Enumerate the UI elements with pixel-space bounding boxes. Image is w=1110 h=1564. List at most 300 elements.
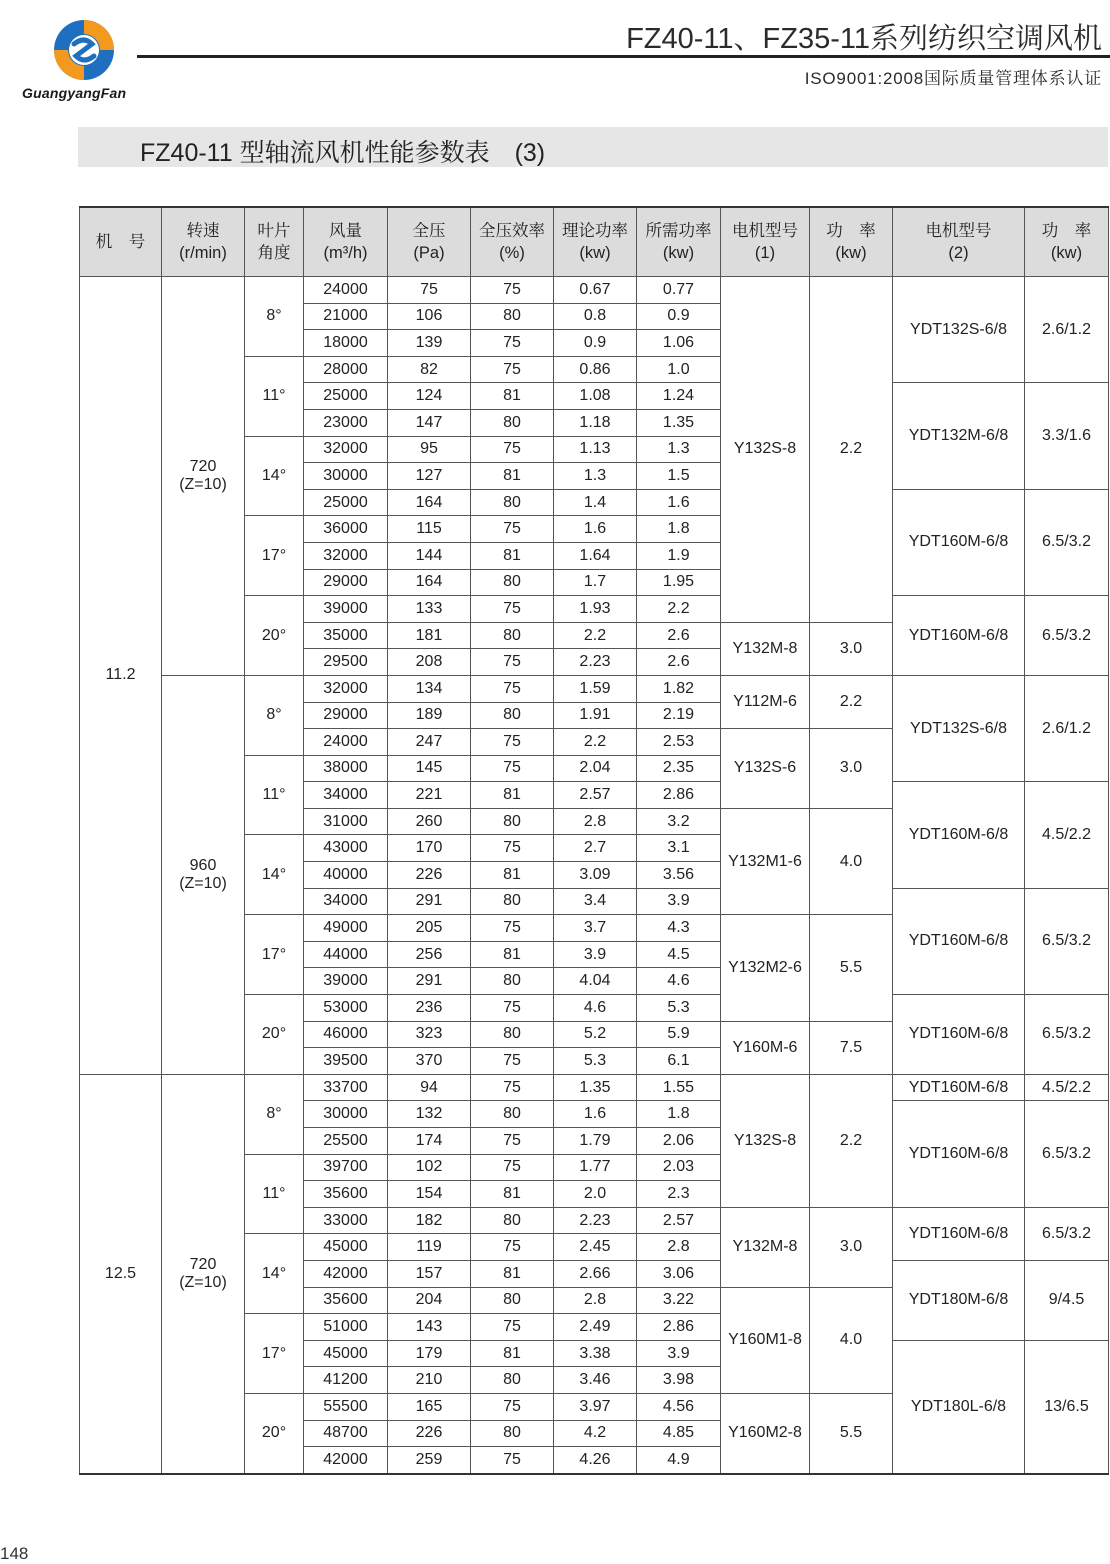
motor2-power-cell: 2.6/1.2 <box>1025 277 1109 383</box>
pressure-cell: 94 <box>388 1074 471 1101</box>
column-header-label: 电机型号 <box>925 222 992 240</box>
airflow-cell: 43000 <box>304 835 388 862</box>
motor1-model-cell: Y132M-8 <box>721 1207 810 1287</box>
theory-power-cell: 4.04 <box>554 968 637 995</box>
motor2-power-cell: 6.5/3.2 <box>1025 888 1109 994</box>
required-power-cell: 2.8 <box>637 1234 721 1261</box>
pressure-cell: 127 <box>388 463 471 490</box>
motor1-model-cell: Y160M-6 <box>721 1021 810 1074</box>
airflow-cell: 24000 <box>304 729 388 756</box>
blade-angle-cell: 11° <box>245 755 304 835</box>
theory-power-cell: 2.0 <box>554 1181 637 1208</box>
efficiency-cell: 75 <box>471 729 554 756</box>
pressure-cell: 205 <box>388 915 471 942</box>
efficiency-cell: 75 <box>471 356 554 383</box>
pressure-cell: 221 <box>388 782 471 809</box>
airflow-cell: 36000 <box>304 516 388 543</box>
table-row <box>80 675 1109 702</box>
pressure-cell: 164 <box>388 569 471 596</box>
airflow-cell: 21000 <box>304 303 388 330</box>
required-power-cell: 1.24 <box>637 383 721 410</box>
airflow-cell: 55500 <box>304 1393 388 1420</box>
pressure-cell: 291 <box>388 968 471 995</box>
theory-power-cell: 1.35 <box>554 1074 637 1101</box>
column-header <box>893 207 1025 277</box>
required-power-cell: 1.95 <box>637 569 721 596</box>
machine-no-cell: 12.5 <box>80 1074 162 1473</box>
airflow-cell: 31000 <box>304 808 388 835</box>
pressure-cell: 236 <box>388 995 471 1022</box>
efficiency-cell: 80 <box>471 888 554 915</box>
motor1-power-cell: 2.2 <box>810 277 893 623</box>
required-power-cell: 1.3 <box>637 436 721 463</box>
pressure-cell: 256 <box>388 941 471 968</box>
required-power-cell: 2.3 <box>637 1181 721 1208</box>
efficiency-cell: 80 <box>471 1420 554 1447</box>
column-header <box>1025 207 1109 277</box>
column-header-unit: (2) <box>948 244 969 262</box>
column-header <box>80 207 162 277</box>
required-power-cell: 5.9 <box>637 1021 721 1048</box>
blade-angle-cell: 20° <box>245 995 304 1075</box>
motor2-power-cell: 2.6/1.2 <box>1025 675 1109 781</box>
motor1-power-cell: 2.2 <box>810 675 893 728</box>
airflow-cell: 29000 <box>304 569 388 596</box>
motor2-power-cell: 6.5/3.2 <box>1025 489 1109 595</box>
column-header-label: 风量 <box>329 222 362 240</box>
column-header-label: 功 率 <box>826 222 876 240</box>
column-header-label: 功 率 <box>1041 222 1092 240</box>
motor1-power-cell: 3.0 <box>810 729 893 809</box>
required-power-cell: 4.56 <box>637 1393 721 1420</box>
pressure-cell: 95 <box>388 436 471 463</box>
column-header-unit: (kw) <box>662 244 695 262</box>
logo-wordmark: GuangyangFan <box>22 85 127 101</box>
theory-power-cell: 3.38 <box>554 1340 637 1367</box>
required-power-cell: 3.56 <box>637 862 721 889</box>
airflow-cell: 34000 <box>304 888 388 915</box>
column-header-label: 叶片 <box>257 222 291 240</box>
motor1-power-cell: 2.2 <box>810 1074 893 1207</box>
required-power-cell: 1.06 <box>637 330 721 357</box>
airflow-cell: 25000 <box>304 489 388 516</box>
required-power-cell: 4.85 <box>637 1420 721 1447</box>
efficiency-cell: 81 <box>471 1260 554 1287</box>
pressure-cell: 154 <box>388 1181 471 1208</box>
theory-power-cell: 2.49 <box>554 1314 637 1341</box>
motor2-power-cell: 4.5/2.2 <box>1025 1074 1109 1101</box>
blade-angle-cell: 11° <box>245 1154 304 1234</box>
efficiency-cell: 75 <box>471 1154 554 1181</box>
efficiency-cell: 75 <box>471 277 554 304</box>
pressure-cell: 259 <box>388 1447 471 1474</box>
column-header <box>471 207 554 277</box>
motor2-model-cell: YDT160M-6/8 <box>893 596 1025 676</box>
theory-power-cell: 5.3 <box>554 1048 637 1075</box>
column-header <box>721 207 810 277</box>
efficiency-cell: 75 <box>471 436 554 463</box>
pressure-cell: 182 <box>388 1207 471 1234</box>
blade-angle-cell: 17° <box>245 915 304 995</box>
required-power-cell: 3.22 <box>637 1287 721 1314</box>
theory-power-cell: 2.66 <box>554 1260 637 1287</box>
motor2-power-cell: 13/6.5 <box>1025 1340 1109 1473</box>
pressure-cell: 102 <box>388 1154 471 1181</box>
theory-power-cell: 1.91 <box>554 702 637 729</box>
performance-table <box>79 206 1109 1475</box>
motor2-model-cell: YDT132S-6/8 <box>893 277 1025 383</box>
required-power-cell: 2.86 <box>637 1314 721 1341</box>
theory-power-cell: 1.93 <box>554 596 637 623</box>
airflow-cell: 29000 <box>304 702 388 729</box>
pressure-cell: 157 <box>388 1260 471 1287</box>
efficiency-cell: 81 <box>471 1181 554 1208</box>
required-power-cell: 1.8 <box>637 516 721 543</box>
motor1-power-cell: 4.0 <box>810 808 893 914</box>
efficiency-cell: 80 <box>471 1101 554 1128</box>
airflow-cell: 39000 <box>304 968 388 995</box>
airflow-cell: 34000 <box>304 782 388 809</box>
motor1-model-cell: Y132M-8 <box>721 622 810 675</box>
efficiency-cell: 75 <box>471 596 554 623</box>
airflow-cell: 45000 <box>304 1234 388 1261</box>
efficiency-cell: 75 <box>471 835 554 862</box>
airflow-cell: 23000 <box>304 409 388 436</box>
efficiency-cell: 80 <box>471 1287 554 1314</box>
pressure-cell: 210 <box>388 1367 471 1394</box>
required-power-cell: 2.2 <box>637 596 721 623</box>
theory-power-cell: 1.77 <box>554 1154 637 1181</box>
pressure-cell: 260 <box>388 808 471 835</box>
theory-power-cell: 2.2 <box>554 729 637 756</box>
efficiency-cell: 75 <box>471 915 554 942</box>
motor2-model-cell: YDT160M-6/8 <box>893 1074 1025 1101</box>
pressure-cell: 144 <box>388 542 471 569</box>
theory-power-cell: 3.4 <box>554 888 637 915</box>
theory-power-cell: 0.9 <box>554 330 637 357</box>
theory-power-cell: 1.7 <box>554 569 637 596</box>
efficiency-cell: 75 <box>471 755 554 782</box>
blade-angle-cell: 20° <box>245 1393 304 1473</box>
required-power-cell: 3.9 <box>637 1340 721 1367</box>
airflow-cell: 35000 <box>304 622 388 649</box>
theory-power-cell: 1.64 <box>554 542 637 569</box>
column-header-label: 全压 <box>412 222 446 240</box>
column-header <box>554 207 637 277</box>
column-header-label: 所需功率 <box>645 222 712 240</box>
certification-text: ISO9001:2008国际质量管理体系认证 <box>804 69 1102 88</box>
column-header-unit: (kw) <box>579 244 611 262</box>
speed-cell: 720 (Z=10) <box>162 1074 245 1473</box>
required-power-cell: 2.6 <box>637 622 721 649</box>
efficiency-cell: 75 <box>471 1393 554 1420</box>
required-power-cell: 5.3 <box>637 995 721 1022</box>
theory-power-cell: 3.09 <box>554 862 637 889</box>
required-power-cell: 1.35 <box>637 409 721 436</box>
airflow-cell: 42000 <box>304 1447 388 1474</box>
column-header-unit: (kw) <box>835 244 867 262</box>
table-title: FZ40-11 型轴流风机性能参数表 (3) <box>140 139 546 167</box>
column-header-unit: (m³/h) <box>323 244 368 262</box>
pressure-cell: 226 <box>388 1420 471 1447</box>
column-header <box>304 207 388 277</box>
motor2-power-cell: 6.5/3.2 <box>1025 1207 1109 1260</box>
theory-power-cell: 0.67 <box>554 277 637 304</box>
efficiency-cell: 80 <box>471 409 554 436</box>
pressure-cell: 75 <box>388 277 471 304</box>
theory-power-cell: 2.45 <box>554 1234 637 1261</box>
efficiency-cell: 75 <box>471 675 554 702</box>
theory-power-cell: 3.97 <box>554 1393 637 1420</box>
airflow-cell: 49000 <box>304 915 388 942</box>
column-header-label: 全压效率 <box>479 222 545 240</box>
theory-power-cell: 1.18 <box>554 409 637 436</box>
efficiency-cell: 81 <box>471 463 554 490</box>
efficiency-cell: 75 <box>471 1128 554 1155</box>
efficiency-cell: 75 <box>471 1048 554 1075</box>
column-header <box>388 207 471 277</box>
blade-angle-cell: 14° <box>245 835 304 915</box>
performance-table-wrapper <box>79 206 1109 1475</box>
pressure-cell: 82 <box>388 356 471 383</box>
airflow-cell: 24000 <box>304 277 388 304</box>
required-power-cell: 3.2 <box>637 808 721 835</box>
pressure-cell: 124 <box>388 383 471 410</box>
motor2-model-cell: YDT160M-6/8 <box>893 1101 1025 1207</box>
efficiency-cell: 81 <box>471 542 554 569</box>
motor2-power-cell: 6.5/3.2 <box>1025 596 1109 676</box>
motor2-model-cell: YDT160M-6/8 <box>893 782 1025 888</box>
theory-power-cell: 3.7 <box>554 915 637 942</box>
blade-angle-cell: 11° <box>245 356 304 436</box>
required-power-cell: 3.06 <box>637 1260 721 1287</box>
motor1-model-cell: Y112M-6 <box>721 675 810 728</box>
required-power-cell: 2.19 <box>637 702 721 729</box>
airflow-cell: 33700 <box>304 1074 388 1101</box>
required-power-cell: 0.77 <box>637 277 721 304</box>
pressure-cell: 323 <box>388 1021 471 1048</box>
airflow-cell: 45000 <box>304 1340 388 1367</box>
column-header-label: 理论功率 <box>562 222 628 240</box>
catalog-title: FZ40-11、FZ35-11系列纺织空调风机 <box>626 23 1102 55</box>
required-power-cell: 1.9 <box>637 542 721 569</box>
theory-power-cell: 1.08 <box>554 383 637 410</box>
efficiency-cell: 80 <box>471 569 554 596</box>
airflow-cell: 32000 <box>304 675 388 702</box>
pressure-cell: 134 <box>388 675 471 702</box>
theory-power-cell: 2.23 <box>554 649 637 676</box>
motor2-model-cell: YDT180L-6/8 <box>893 1340 1025 1473</box>
airflow-cell: 28000 <box>304 356 388 383</box>
theory-power-cell: 2.23 <box>554 1207 637 1234</box>
efficiency-cell: 81 <box>471 1340 554 1367</box>
airflow-cell: 25500 <box>304 1128 388 1155</box>
motor2-model-cell: YDT132S-6/8 <box>893 675 1025 781</box>
airflow-cell: 51000 <box>304 1314 388 1341</box>
efficiency-cell: 81 <box>471 383 554 410</box>
pressure-cell: 170 <box>388 835 471 862</box>
required-power-cell: 3.9 <box>637 888 721 915</box>
airflow-cell: 35600 <box>304 1181 388 1208</box>
motor1-power-cell: 3.0 <box>810 1207 893 1287</box>
theory-power-cell: 0.8 <box>554 303 637 330</box>
header-divider <box>137 55 1110 58</box>
pressure-cell: 165 <box>388 1393 471 1420</box>
motor2-model-cell: YDT132M-6/8 <box>893 383 1025 489</box>
theory-power-cell: 1.6 <box>554 516 637 543</box>
efficiency-cell: 75 <box>471 1074 554 1101</box>
efficiency-cell: 75 <box>471 1234 554 1261</box>
motor1-model-cell: Y132S-8 <box>721 1074 810 1207</box>
table-row <box>80 277 1109 304</box>
pressure-cell: 119 <box>388 1234 471 1261</box>
theory-power-cell: 1.79 <box>554 1128 637 1155</box>
pressure-cell: 174 <box>388 1128 471 1155</box>
airflow-cell: 41200 <box>304 1367 388 1394</box>
pressure-cell: 106 <box>388 303 471 330</box>
pressure-cell: 204 <box>388 1287 471 1314</box>
motor1-power-cell: 5.5 <box>810 1393 893 1473</box>
pressure-cell: 181 <box>388 622 471 649</box>
theory-power-cell: 2.04 <box>554 755 637 782</box>
efficiency-cell: 81 <box>471 862 554 889</box>
theory-power-cell: 2.57 <box>554 782 637 809</box>
motor1-power-cell: 3.0 <box>810 622 893 675</box>
pressure-cell: 370 <box>388 1048 471 1075</box>
motor1-power-cell: 4.0 <box>810 1287 893 1393</box>
required-power-cell: 2.53 <box>637 729 721 756</box>
pressure-cell: 145 <box>388 755 471 782</box>
motor1-power-cell: 7.5 <box>810 1021 893 1074</box>
pressure-cell: 133 <box>388 596 471 623</box>
blade-angle-cell: 17° <box>245 516 304 596</box>
efficiency-cell: 81 <box>471 782 554 809</box>
motor1-model-cell: Y160M2-8 <box>721 1393 810 1473</box>
required-power-cell: 3.1 <box>637 835 721 862</box>
required-power-cell: 0.9 <box>637 303 721 330</box>
efficiency-cell: 80 <box>471 808 554 835</box>
required-power-cell: 1.55 <box>637 1074 721 1101</box>
motor2-model-cell: YDT160M-6/8 <box>893 1207 1025 1260</box>
motor2-power-cell: 6.5/3.2 <box>1025 995 1109 1075</box>
motor2-power-cell: 6.5/3.2 <box>1025 1101 1109 1207</box>
required-power-cell: 1.5 <box>637 463 721 490</box>
airflow-cell: 42000 <box>304 1260 388 1287</box>
airflow-cell: 18000 <box>304 330 388 357</box>
required-power-cell: 4.3 <box>637 915 721 942</box>
airflow-cell: 32000 <box>304 542 388 569</box>
column-header-label: 转速 <box>186 222 220 240</box>
column-header-unit: (r/min) <box>179 244 227 262</box>
pressure-cell: 226 <box>388 862 471 889</box>
motor1-model-cell: Y132S-6 <box>721 729 810 809</box>
airflow-cell: 32000 <box>304 436 388 463</box>
machine-no-cell: 11.2 <box>80 277 162 1075</box>
required-power-cell: 4.6 <box>637 968 721 995</box>
column-header <box>162 207 245 277</box>
motor2-model-cell: YDT160M-6/8 <box>893 995 1025 1075</box>
efficiency-cell: 80 <box>471 622 554 649</box>
motor1-model-cell: Y132M2-6 <box>721 915 810 1021</box>
airflow-cell: 30000 <box>304 1101 388 1128</box>
column-header-label: 电机型号 <box>732 222 798 240</box>
efficiency-cell: 80 <box>471 1021 554 1048</box>
blade-angle-cell: 14° <box>245 1234 304 1314</box>
efficiency-cell: 80 <box>471 303 554 330</box>
theory-power-cell: 3.46 <box>554 1367 637 1394</box>
pressure-cell: 139 <box>388 330 471 357</box>
airflow-cell: 25000 <box>304 383 388 410</box>
blade-angle-cell: 8° <box>245 675 304 755</box>
blade-angle-cell: 20° <box>245 596 304 676</box>
airflow-cell: 39000 <box>304 596 388 623</box>
page-number: 148 <box>0 1544 29 1563</box>
pressure-cell: 132 <box>388 1101 471 1128</box>
theory-power-cell: 2.2 <box>554 622 637 649</box>
column-header-label: 机 号 <box>95 233 146 251</box>
theory-power-cell: 2.8 <box>554 1287 637 1314</box>
motor2-model-cell: YDT160M-6/8 <box>893 888 1025 994</box>
airflow-cell: 44000 <box>304 941 388 968</box>
airflow-cell: 35600 <box>304 1287 388 1314</box>
airflow-cell: 33000 <box>304 1207 388 1234</box>
blade-angle-cell: 8° <box>245 1074 304 1154</box>
column-header <box>637 207 721 277</box>
required-power-cell: 2.03 <box>637 1154 721 1181</box>
efficiency-cell: 80 <box>471 968 554 995</box>
column-header <box>810 207 893 277</box>
required-power-cell: 1.0 <box>637 356 721 383</box>
theory-power-cell: 0.86 <box>554 356 637 383</box>
airflow-cell: 30000 <box>304 463 388 490</box>
theory-power-cell: 2.7 <box>554 835 637 862</box>
airflow-cell: 38000 <box>304 755 388 782</box>
motor2-model-cell: YDT160M-6/8 <box>893 489 1025 595</box>
theory-power-cell: 4.2 <box>554 1420 637 1447</box>
column-header-unit: (Pa) <box>413 244 445 262</box>
efficiency-cell: 75 <box>471 516 554 543</box>
efficiency-cell: 75 <box>471 330 554 357</box>
required-power-cell: 3.98 <box>637 1367 721 1394</box>
motor2-power-cell: 3.3/1.6 <box>1025 383 1109 489</box>
column-header <box>245 207 304 277</box>
required-power-cell: 1.82 <box>637 675 721 702</box>
required-power-cell: 4.9 <box>637 1447 721 1474</box>
pressure-cell: 208 <box>388 649 471 676</box>
table-body <box>80 277 1109 1474</box>
required-power-cell: 6.1 <box>637 1048 721 1075</box>
blade-angle-cell: 8° <box>245 277 304 357</box>
required-power-cell: 2.06 <box>637 1128 721 1155</box>
required-power-cell: 2.57 <box>637 1207 721 1234</box>
efficiency-cell: 80 <box>471 1367 554 1394</box>
airflow-cell: 53000 <box>304 995 388 1022</box>
required-power-cell: 4.5 <box>637 941 721 968</box>
pressure-cell: 164 <box>388 489 471 516</box>
speed-cell: 720 (Z=10) <box>162 277 245 676</box>
column-header-unit: (1) <box>754 244 776 262</box>
airflow-cell: 39700 <box>304 1154 388 1181</box>
column-header-unit: (kw) <box>1050 244 1083 262</box>
motor2-power-cell: 9/4.5 <box>1025 1260 1109 1340</box>
theory-power-cell: 1.13 <box>554 436 637 463</box>
blade-angle-cell: 17° <box>245 1314 304 1394</box>
required-power-cell: 2.6 <box>637 649 721 676</box>
pressure-cell: 115 <box>388 516 471 543</box>
motor2-power-cell: 4.5/2.2 <box>1025 782 1109 888</box>
airflow-cell: 48700 <box>304 1420 388 1447</box>
theory-power-cell: 1.3 <box>554 463 637 490</box>
